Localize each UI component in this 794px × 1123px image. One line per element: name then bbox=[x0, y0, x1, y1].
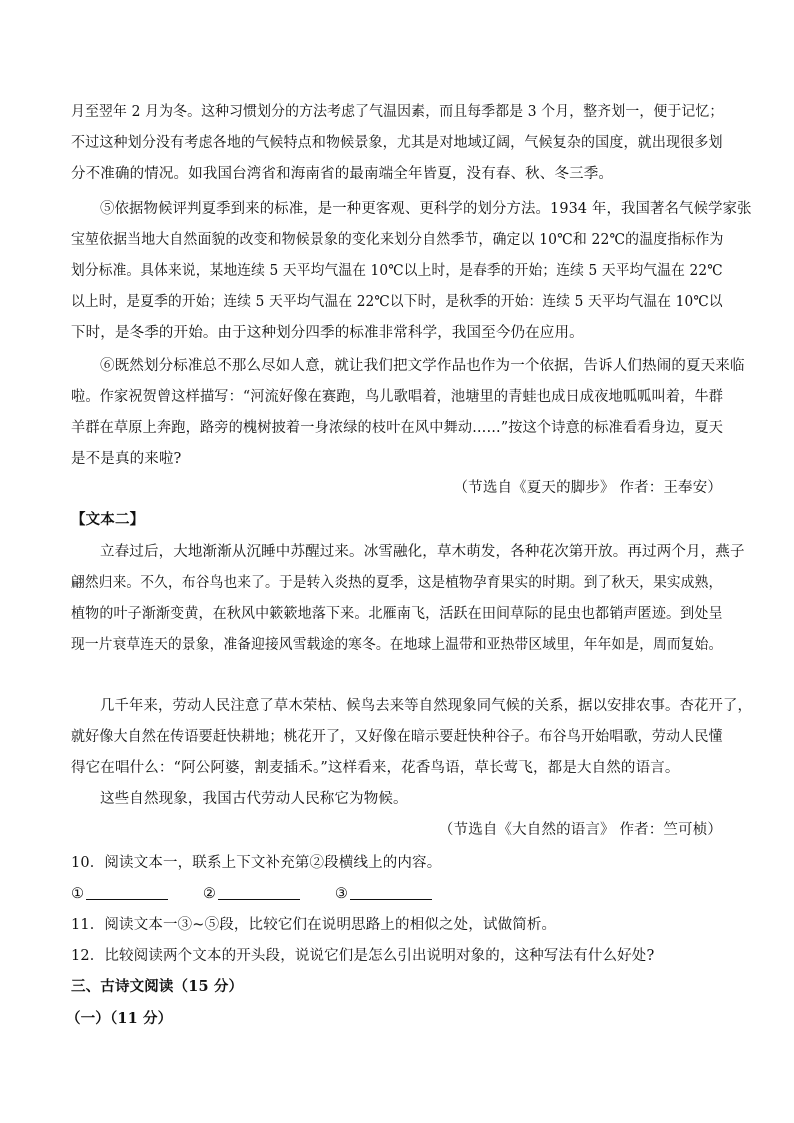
text2-para1-line: 翩然归来。不久，布谷鸟也来了。于是转入炎热的夏季，这是植物孕育果实的时期。到了秋天，果实成熟， bbox=[71, 575, 723, 591]
blank-label: ① bbox=[71, 886, 85, 902]
text1-line: 分不准确的情况。如我国台湾省和海南省的最南端全年皆夏，没有春、秋、冬三季。 bbox=[71, 166, 614, 182]
section-heading-3: 三、古诗文阅读（15 分） bbox=[71, 978, 244, 995]
answer-blank-2[interactable] bbox=[218, 884, 300, 900]
question-10: 10．阅读文本一，联系上下文补充第②段横线上的内容。 bbox=[71, 855, 442, 871]
text1-line: 不过这种划分没有考虑各地的气候特点和物候景象，尤其是对地域辽阔，气候复杂的国度，就出现很多划 bbox=[71, 135, 723, 151]
text2-para3-line: 这些自然现象，我国古代劳动人民称它为物候。 bbox=[100, 791, 408, 807]
section-heading-text2: 【文本二】 bbox=[71, 511, 145, 528]
para5-line: 划分标准。具体来说，某地连续 5 天平均气温在 10℃以上时，是春季的开始；连续 5 天平均气温在 22℃ bbox=[71, 263, 723, 279]
answer-blank-3[interactable] bbox=[350, 884, 432, 900]
para6-line: 羊群在草原上奔跑，路旁的槐树披着一身浓绿的枝叶在风中舞动……”按这个诗意的标准看看身边，夏天 bbox=[71, 420, 724, 436]
para5-line: 下时，是冬季的开始。由于这种划分四季的标准非常科学，我国至今仍在应用。 bbox=[71, 325, 584, 341]
question-11: 11．阅读文本一③~⑤段，比较它们在说明思路上的相似之处，试做简析。 bbox=[71, 917, 557, 933]
subsection-heading: （一）（11 分） bbox=[66, 1010, 173, 1027]
question-12: 12．比较阅读两个文本的开头段，说说它们是怎么引出说明对象的，这种写法有什么好处? bbox=[71, 948, 655, 964]
para5-line: 以上时，是夏季的开始；连续 5 天平均气温在 22℃以下时，是秋季的开始：连续 5 天平均气温在 10℃以 bbox=[71, 294, 723, 310]
para6-line: ⑥既然划分标准总不那么尽如人意，就让我们把文学作品也作为一个依据，告诉人们热闹的夏天来临 bbox=[100, 358, 745, 374]
answer-blank-1[interactable] bbox=[86, 884, 168, 900]
text2-para2-line: 得它在唱什么：“阿公阿婆，割麦插禾。”这样看来，花香鸟语，草长莺飞，都是大自然的语言。 bbox=[71, 760, 680, 776]
text2-para2-line: 就好像大自然在传语要赶快耕地；桃花开了，又好像在暗示要赶快种谷子。布谷鸟开始唱歌，劳动人民懂 bbox=[71, 729, 723, 745]
blank-label: ② bbox=[202, 886, 217, 902]
text2-para1-line: 植物的叶子渐渐变黄，在秋风中簌簌地落下来。北雁南飞，活跃在田间草际的昆虫也都销声匿迹。到处呈 bbox=[71, 606, 723, 622]
text2-para1-line: 立春过后，大地渐渐从沉睡中苏醒过来。冰雪融化，草木萌发，各种花次第开放。再过两个月，燕子 bbox=[100, 544, 745, 560]
para6-line: 是不是真的来啦? bbox=[71, 451, 182, 467]
source-citation: （节选自《夏天的脚步》 作者：王奉安） bbox=[453, 480, 722, 496]
answer-blanks-row bbox=[71, 884, 432, 904]
text2-para1-line: 现一片衰草连天的景象，准备迎接风雪载途的寒冬。在地球上温带和亚热带区域里，年年如是，周而复始。 bbox=[71, 637, 723, 653]
blank-label: ③ bbox=[334, 886, 348, 902]
para5-line: ⑤依据物候评判夏季到来的标准，是一种更客观、更科学的划分方法。1934 年，我国著名气候学家张 bbox=[100, 201, 752, 217]
para5-line: 宝堃依据当地大自然面貌的改变和物候景象的变化来划分自然季节，确定以 10℃和 22℃的温度指标作为 bbox=[71, 232, 724, 248]
source-citation: （节选自《大自然的语言》 作者：竺可桢） bbox=[438, 822, 722, 838]
text2-para2-line: 几千年来，劳动人民注意了草木荣枯、候鸟去来等自然现象同气候的关系，据以安排农事。杏花开了， bbox=[100, 698, 752, 714]
text1-line: 月至翌年 2 月为冬。这种习惯划分的方法考虑了气温因素，而且每季都是 3 个月，整齐划一，便于记忆； bbox=[71, 104, 724, 120]
para6-line: 啦。作家祝贺曾这样描写：“河流好像在赛跑，鸟儿歌唱着，池塘里的青蛙也成日成夜地呱呱叫着，牛群 bbox=[71, 389, 724, 405]
